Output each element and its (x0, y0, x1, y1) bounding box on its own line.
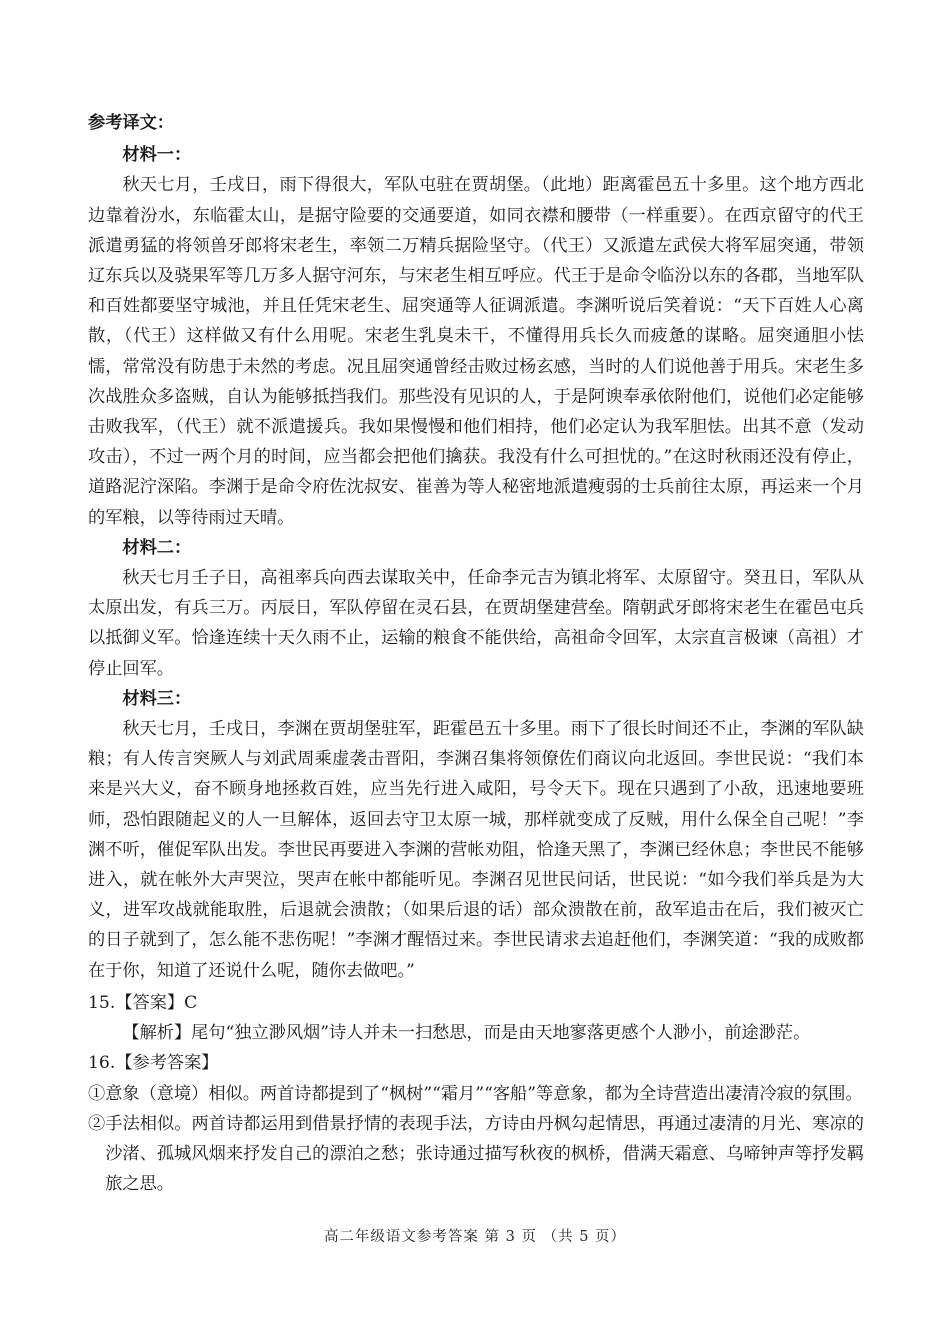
section-heading: 参考译文： (88, 113, 174, 133)
page-footer: 高二年级语文参考答案 第 3 页 （共 5 页） (323, 1229, 627, 1245)
question-16-point-2: ②手法相似。两首诗都运用到借景抒情的表现手法，方诗由丹枫勾起情思，再通过凄清的月光、寒凉的沙渚、孤城风烟来抒发自己的漂泊之愁；张诗通过描写秋夜的枫桥，借满天霜意、乌啼钟声等抒发羁旅之思。 (88, 1113, 864, 1195)
question-16-point-1: ①意象（意境）相似。两首诗都提到了“枫树”“霜月”“客船”等意象，都为全诗营造出凄清冷寂的氛围。 (88, 1083, 863, 1104)
material-one-text: 秋天七月，壬戌日，雨下得很大，军队屯驻在贾胡堡。（此地）距离霍邑五十多里。这个地方西北边靠着汾水，东临霍太山，是据守险要的交通要道，如同衣襟和腰带（一样重要）。在西京留守的代王派遣勇猛的将领兽牙郎将宋老生，率领二万精兵据险坚守。（代王）又派遣左武侯大将军屈突通，带领辽东兵以及骁果军等几万多人据守河东，与宋老生相互呼应。代王于是命令临汾以东的各郡，当地军队和百姓都要坚守城池，并且任凭宋老生、屈突通等人征调派遣。李渊听说后笑着说：“天下百姓人心离散，（代王）这样做又有什么用呢。宋老生乳臭未干，不懂得用兵长久而疲惫的谋略。屈突通胆小怯懦，常常没有防患于未然的考虑。况且屈突通曾经击败过杨玄感，当时的人们说他善于用兵。宋老生多次战胜众多盗贼，自认为能够抵挡我们。那些没有见识的人，于是阿谀奉承依附他们，说他们必定能够击败我军，（代王）就不派遣援兵。我如果慢慢和他们相持，他们必定认为我军胆怯。出其不意（发动攻击），不过一两个月的时间，应当都会把他们擒获。我没有什么可担忧的。”在这时秋雨还没有停止，道路泥泞深陷。李渊于是命令府佐沈叔安、崔善为等人秘密地派遣瘦弱的士兵前往太原，再运来一个月的军粮，以等待雨过天晴。 (88, 175, 864, 528)
answer-page-body (88, 108, 864, 1199)
question-16-label: 16.【参考答案】 (88, 1053, 219, 1074)
material-three-title: 材料三： (122, 688, 192, 709)
material-two-text: 秋天七月壬子日，高祖率兵向西去谋取关中，任命李元吉为镇北将军、太原留守。癸丑日，军队从太原出发，有兵三万。丙辰日，军队停留在灵石县，在贾胡堡建营垒。隋朝武牙郎将宋老生在霍邑屯兵以抵御义军。恰逢连续十天久雨不止，运输的粮食不能供给，高祖命令回军，太宗直言极谏（高祖）才停止回军。 (88, 568, 864, 679)
question-15-analysis: 【解析】尾句“独立渺风烟”诗人并未一扫愁思，而是由天地寥落更感个人渺小，前途渺茫。 (122, 1023, 811, 1044)
question-15-answer: 15.【答案】C (88, 992, 198, 1013)
material-three-text: 秋天七月，壬戌日，李渊在贾胡堡驻军，距霍邑五十多里。雨下了很长时间还不止，李渊的军队缺粮；有人传言突厥人与刘武周乘虚袭击晋阳，李渊召集将领僚佐们商议向北返回。李世民说：“我们本来是兴大义，奋不顾身地拯救百姓，应当先行进入咸阳，号令天下。现在只遇到了小敌，迅速地要班师，恐怕跟随起义的人一旦解体，返回去守卫太原一城，那样就变成了反贼，用什么保全自己呢！”李渊不听，催促军队出发。李世民再要进入李渊的营帐劝阻，恰逢天黑了，李渊已经休息；李世民不能够进入，就在帐外大声哭泣，哭声在帐中都能听见。李渊召见世民问话，世民说：“如今我们举兵是为大义，进军攻战就能取胜，后退就会溃散；（如果后退的话）部众溃散在前，敌军追击在后，我们被灭亡的日子就到了，怎么能不悲伤呢！”李渊才醒悟过来。李世民请求去追赶他们，李渊笑道：“我的成败都在于你，知道了还说什么呢，随你去做吧。” (88, 719, 864, 981)
material-one-title: 材料一： (122, 145, 192, 166)
material-two-title: 材料二： (122, 537, 192, 558)
